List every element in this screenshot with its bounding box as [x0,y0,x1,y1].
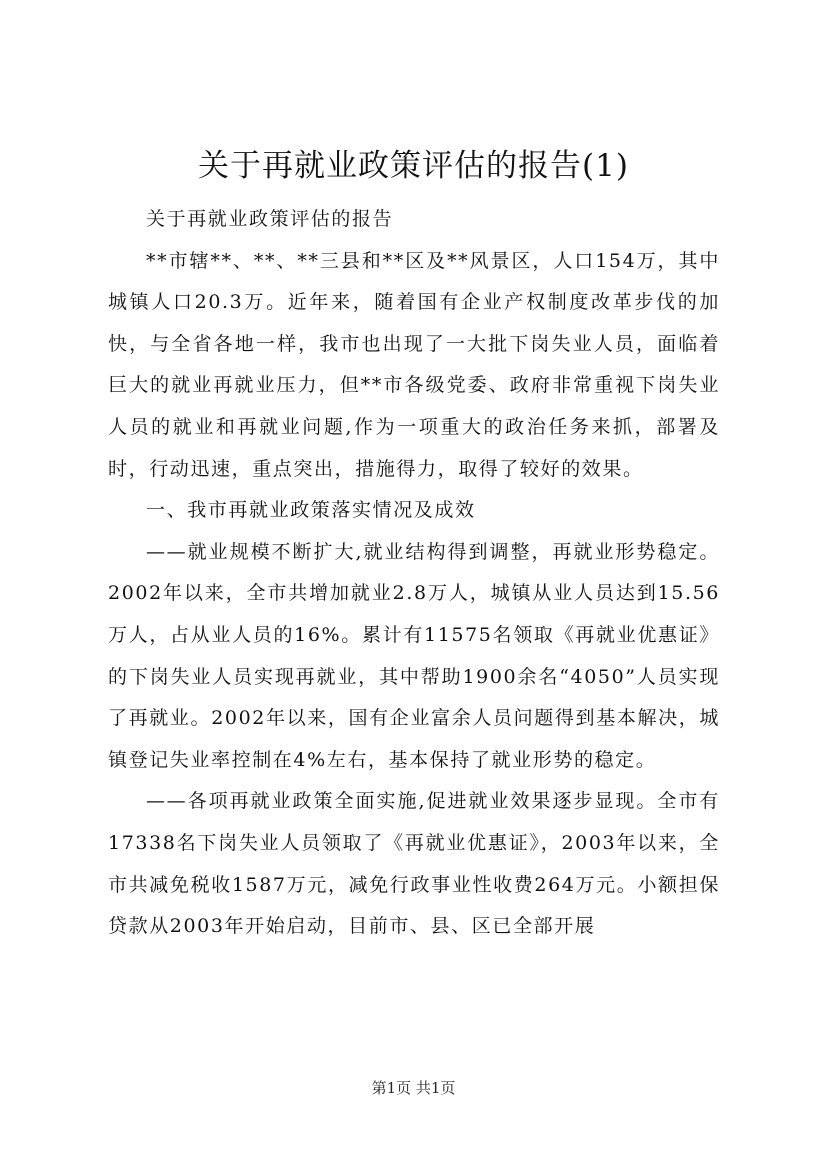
paragraph-intro: **市辖**、**、**三县和**区及**风景区，人口154万，其中城镇人口20.3万。近年来，随着国有企业产权制度改革步伐的加快，与全省各地一样，我市也出现了一大批下岗失业人员，面临着巨大的就业再就业压力，但**市各级党委、政府非常重视下岗失业人员的就业和再就业问题,作为一项重大的政治任务来抓，部署及时，行动迅速，重点突出，措施得力，取得了较好的效果。 [108,249,720,480]
paragraph-employment-scale: ——就业规模不断扩大,就业结构得到调整，再就业形势稳定。2002年以来，全市共增加就业2.8万人，城镇从业人员达到15.56万人，占从业人员的16%。累计有11575名领取《再就业优惠证》的下岗失业人员实现再就业，其中帮助1900余名“4050”人员实现了再就业。2002年以来，国有企业富余人员问题得到基本解决，城镇登记失业率控制在4%左右，基本保持了就业形势的稳定。 [108,540,720,771]
document-title: 关于再就业政策评估的报告(1) [198,148,629,184]
section-heading: 一、我市再就业政策落实情况及成效 [146,499,476,522]
page-number-footer: 第1页 共1页 [371,1079,456,1097]
document-body [108,199,720,948]
paragraph-policy-implementation: ——各项再就业政策全面实施,促进就业效果逐步显现。全市有17338名下岗失业人员领取了《再就业优惠证》，2003年以来，全市共减免税收1587万元，减免行政事业性收费264万元。小额担保贷款从2003年开始启动，目前市、县、区已全部开展 [108,790,720,938]
paragraph-subtitle: 关于再就业政策评估的报告 [146,208,394,230]
